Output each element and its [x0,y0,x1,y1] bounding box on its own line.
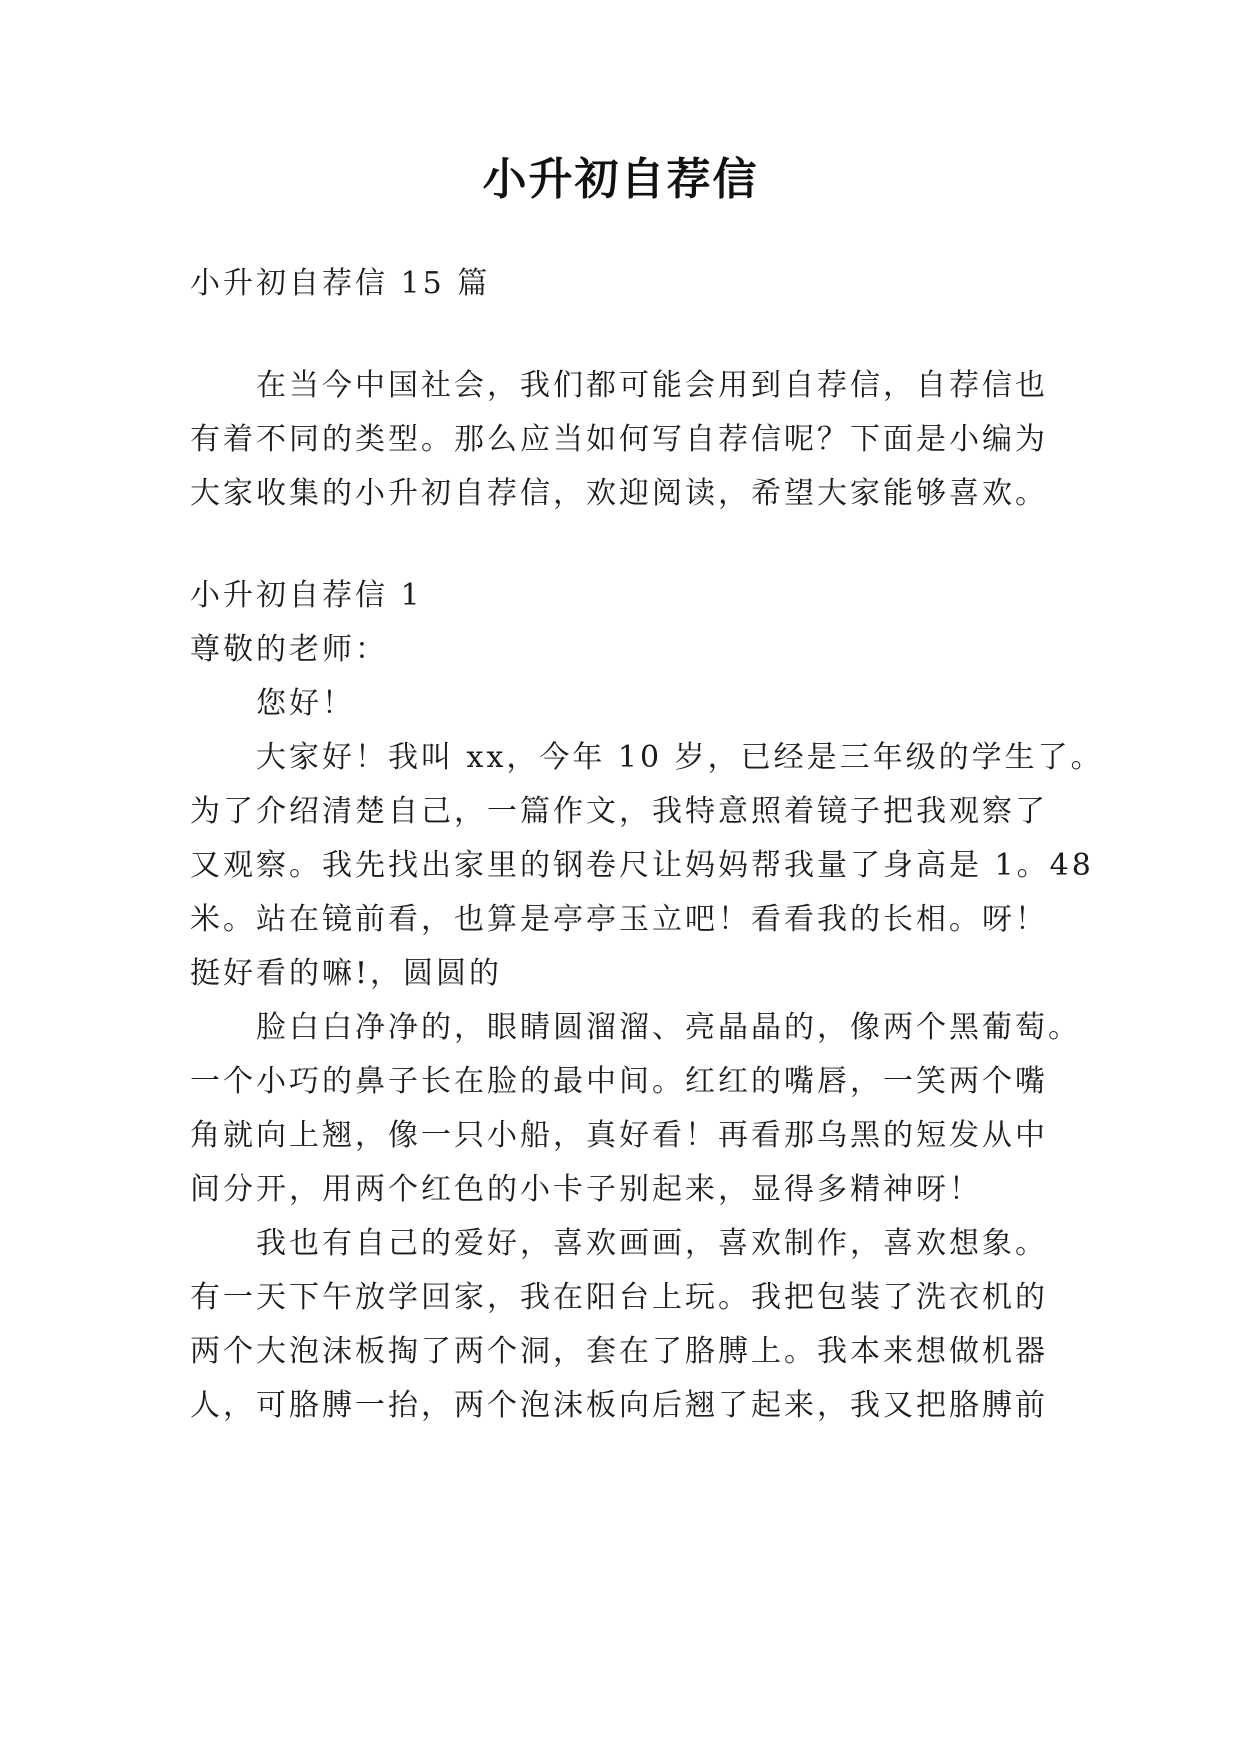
document-title: 小升初自荐信 [482,154,759,205]
document-subtitle: 小升初自荐信 15 篇 [190,266,491,301]
greeting: 您好！ [256,686,355,721]
paragraph-line: 间分开，用两个红色的小卡子别起来，显得多精神呀！ [190,1172,982,1207]
paragraph-line: 米。站在镜前看，也算是亭亭玉立吧！看看我的长相。呀！ [190,902,1048,937]
paragraph-line: 我也有自己的爱好，喜欢画画，喜欢制作，喜欢想象。 [256,1226,1048,1261]
section-heading: 小升初自荐信 1 [190,578,423,613]
intro-line: 有着不同的类型。那么应当如何写自荐信呢？下面是小编为 [190,422,1048,457]
intro-line: 大家收集的小升初自荐信，欢迎阅读，希望大家能够喜欢。 [190,476,1048,511]
paragraph-line: 为了介绍清楚自己，一篇作文，我特意照着镜子把我观察了 [190,794,1048,829]
paragraph-line: 挺好看的嘛!，圆圆的 [190,956,503,991]
paragraph-line: 两个大泡沫板掏了两个洞，套在了胳膊上。我本来想做机器 [190,1334,1048,1369]
paragraph-line: 人，可胳膊一抬，两个泡沫板向后翘了起来，我又把胳膊前 [190,1388,1048,1423]
paragraph-line: 又观察。我先找出家里的钢卷尺让妈妈帮我量了身高是 1。48 [190,848,1094,883]
paragraph-line: 角就向上翘，像一只小船，真好看！再看那乌黑的短发从中 [190,1118,1048,1153]
salutation: 尊敬的老师： [190,632,388,667]
paragraph-line: 一个小巧的鼻子长在脸的最中间。红红的嘴唇，一笑两个嘴 [190,1064,1048,1099]
intro-line: 在当今中国社会，我们都可能会用到自荐信，自荐信也 [256,368,1048,403]
paragraph-line: 有一天下午放学回家，我在阳台上玩。我把包装了洗衣机的 [190,1280,1048,1315]
paragraph-line: 大家好！我叫 xx，今年 10 岁，已经是三年级的学生了。 [256,740,1104,775]
paragraph-line: 脸白白净净的，眼睛圆溜溜、亮晶晶的，像两个黑葡萄。 [256,1010,1081,1045]
